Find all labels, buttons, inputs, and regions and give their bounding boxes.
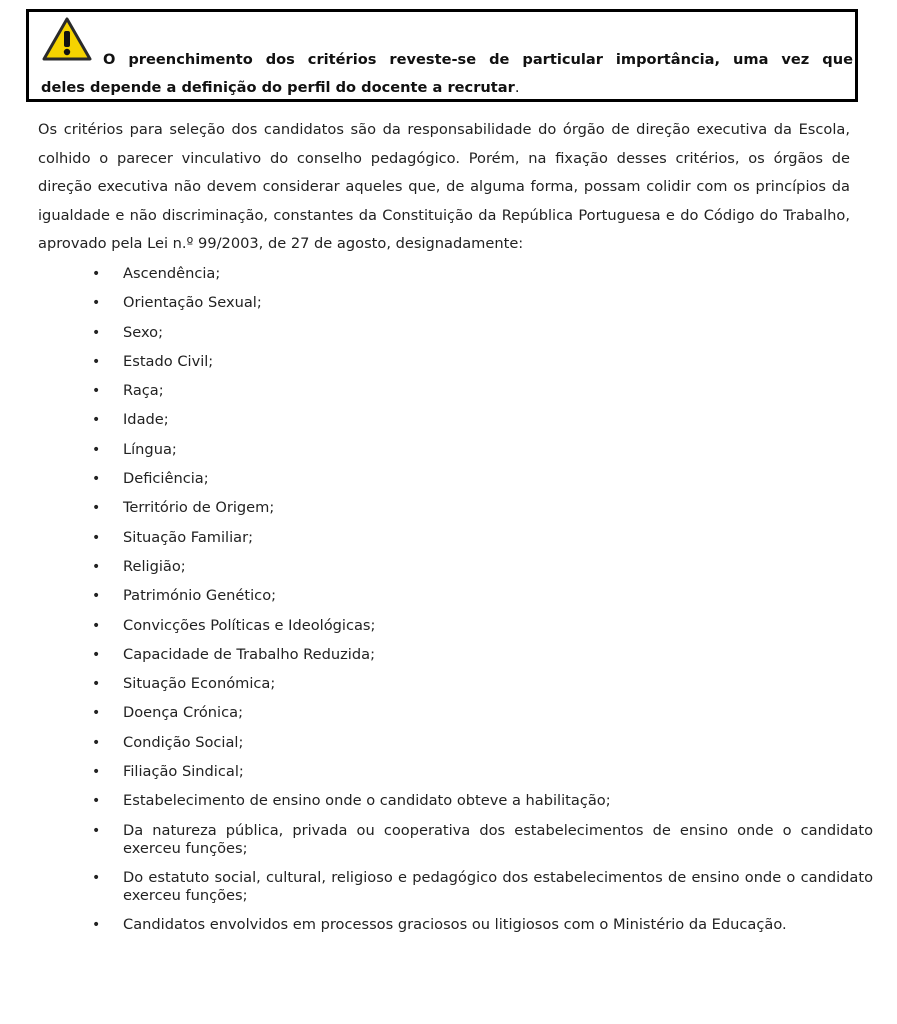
criteria-list xyxy=(0,265,897,945)
list-item-text: Orientação Sexual; xyxy=(123,294,262,312)
bullet-icon: • xyxy=(92,471,101,488)
list-item xyxy=(0,441,897,459)
bullet-icon: • xyxy=(92,353,101,370)
bullet-icon: • xyxy=(92,383,101,400)
list-item-text: Da natureza pública, privada ou cooperativa dos estabelecimentos de ensino onde o candidato exerceu funções; xyxy=(123,821,873,857)
bullet-icon: • xyxy=(92,266,101,282)
list-item-text: Idade; xyxy=(123,411,169,429)
list-item xyxy=(0,324,897,342)
list-item-text: Candidatos envolvidos em processos graciosos ou litigiosos com o Ministério da Educação. xyxy=(123,915,787,933)
warning-text-line1: O preenchimento dos critérios reveste-se de particular importância, uma vez que xyxy=(103,51,853,68)
warning-callout xyxy=(26,9,858,102)
bullet-icon: • xyxy=(92,793,101,810)
bullet-icon: • xyxy=(92,558,101,575)
list-item-text: Estabelecimento de ensino onde o candidato obteve a habilitação; xyxy=(123,792,611,810)
list-item xyxy=(0,499,897,517)
list-item xyxy=(0,411,897,429)
bullet-icon: • xyxy=(92,676,101,693)
list-item-text: Raça; xyxy=(123,382,164,400)
list-item-text: Deficiência; xyxy=(123,470,209,488)
list-item-text: Condição Social; xyxy=(123,733,244,751)
list-item-text: Língua; xyxy=(123,440,177,458)
list-item xyxy=(0,792,897,810)
list-item xyxy=(0,916,897,934)
list-item xyxy=(0,822,897,858)
list-item-text: Território de Origem; xyxy=(123,499,275,517)
bullet-icon: • xyxy=(92,705,101,722)
list-item-text: Convicções Políticas e Ideológicas; xyxy=(123,616,376,634)
list-item xyxy=(0,869,897,905)
bullet-icon: • xyxy=(92,529,101,546)
list-item xyxy=(0,265,897,283)
warning-text-line2: deles depende a definição do perfil do docente a recrutar xyxy=(41,79,515,96)
intro-paragraph: Os critérios para seleção dos candidatos são da responsabilidade do órgão de direção executiva da Escola, colhido o parecer vinculativo do conselho pedagógico. Porém, na fixação desses critérios, os órgãos de direção executiva não devem considerar aqueles que, de alguma forma, possam colidir com os princípios da igualdade e não discriminação, constantes da Constituição da República Portuguesa e do Código do Trabalho, aprovado pela Lei n.º 99/2003, de 27 de agosto, designadamente: xyxy=(38,121,850,252)
bullet-icon: • xyxy=(92,916,101,933)
bullet-icon: • xyxy=(92,617,101,634)
list-item-text: Estado Civil; xyxy=(123,352,214,370)
list-item xyxy=(0,587,897,605)
list-item xyxy=(0,353,897,371)
bullet-icon: • xyxy=(92,441,101,458)
list-item-text: Doença Crónica; xyxy=(123,704,243,722)
list-item xyxy=(0,646,897,664)
warning-text-end: . xyxy=(514,79,520,96)
list-item-text: Do estatuto social, cultural, religioso e pedagógico dos estabelecimentos de ensino onde o candidato exerceu funções; xyxy=(123,868,873,904)
bullet-icon: • xyxy=(92,646,101,663)
list-item-text: Sexo; xyxy=(123,323,164,341)
list-item-text: Património Genético; xyxy=(123,587,277,605)
list-item xyxy=(0,704,897,722)
bullet-icon: • xyxy=(92,734,101,751)
warning-text xyxy=(41,46,853,102)
bullet-icon: • xyxy=(92,324,101,341)
list-item xyxy=(0,617,897,635)
bullet-icon: • xyxy=(92,822,101,839)
list-item-text: Ascendência; xyxy=(123,265,221,282)
list-item-text: Situação Económica; xyxy=(123,675,276,693)
bullet-icon: • xyxy=(92,295,101,312)
list-item xyxy=(0,470,897,488)
bullet-icon: • xyxy=(92,588,101,605)
list-item-text: Filiação Sindical; xyxy=(123,763,244,781)
list-item xyxy=(0,294,897,312)
list-item-text: Situação Familiar; xyxy=(123,528,254,546)
list-item xyxy=(0,734,897,752)
list-item xyxy=(0,558,897,576)
bullet-icon: • xyxy=(92,412,101,429)
list-item xyxy=(0,763,897,781)
list-item-text: Religião; xyxy=(123,557,186,575)
bullet-icon: • xyxy=(92,869,101,886)
bullet-icon: • xyxy=(92,764,101,781)
bullet-icon: • xyxy=(92,500,101,517)
list-item xyxy=(0,675,897,693)
list-item-text: Capacidade de Trabalho Reduzida; xyxy=(123,645,375,663)
list-item xyxy=(0,382,897,400)
list-item xyxy=(0,529,897,547)
